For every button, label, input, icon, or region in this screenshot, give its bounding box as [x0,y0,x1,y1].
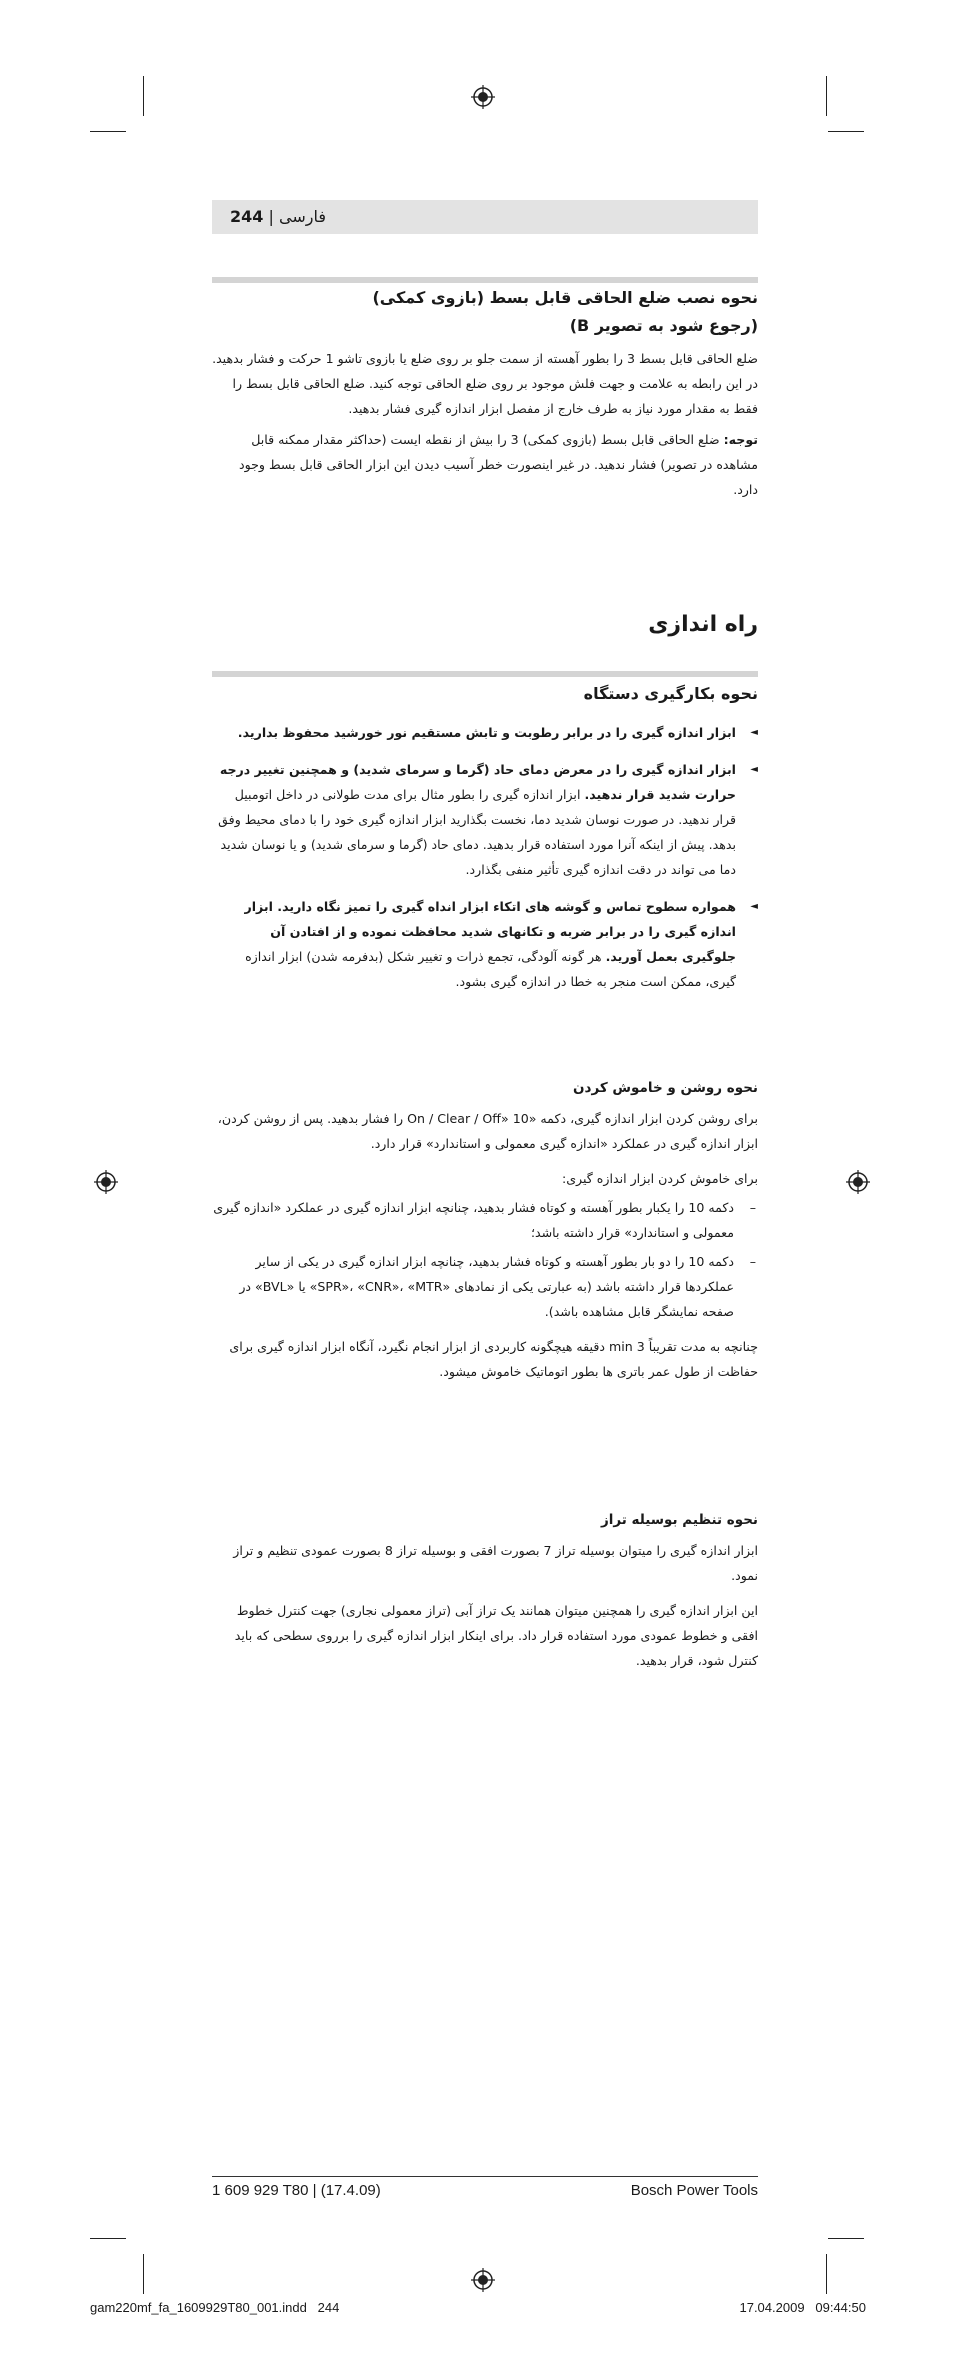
paragraph: این ابزار اندازه گیری را همچنین میتوان همانند یک تراز آبی (تراز معمولی نجاری) جهت کنترل خطوط افقی و خطوط عمودی مورد استفاده قرار داد. برای اینکار ابزار اندازه گیری را برروی سطحی که باید کنترل شود، قرار بدهید. [234,1603,758,1668]
section-rule [212,277,758,283]
section-onoff [212,1080,758,1384]
section-rule [212,671,758,677]
page-header-text [212,200,334,234]
page-header [212,200,758,234]
section-title-ref: (رجوع شود به تصویر B) [569,316,758,335]
page-number: 244 [230,207,264,226]
bullet-item [212,757,758,882]
section-subtitle: نحوه روشن و خاموش کردن [573,1080,758,1096]
bullet-text: ابزار اندازه گیری را بطور مثال برای مدت طولانی در داخل اتومبیل قرار ندهید. در صورت نوسان شدید دما، نخست بگذارید ابزار اندازه گیری خود را با دمای محیط وفق بدهد. پیش از اینکه آنرا مورد استفاده قرار بدهید. دمای حاد (گرما و سرمای شدید) و یا نوسان شدید دما می تواند در دقت اندازه گیری تأثیر منفی بگذارد. [218,787,736,877]
crop-mark [826,2254,827,2294]
footer-brand: Bosch Power Tools [630,2182,758,2199]
section-startup [212,612,758,637]
footer-doc-number: 1 609 929 T80 | (17.4.09) [212,2182,381,2199]
note-label: توجه: [723,432,758,447]
bullet-text: هر گونه آلودگی، تجمع ذرات و تغییر شکل (بدفرمه شدن) ابزار اندازه گیری، ممکن است منجر به خطا در اندازه گیری بشود. [245,949,736,989]
crop-mark [828,2238,864,2239]
slug-timestamp: 17.04.2009 09:44:50 [739,2300,866,2315]
registration-mark-icon [846,1170,870,1194]
slug-filename: gam220mf_fa_1609929T80_001.indd 244 [90,2300,340,2315]
registration-mark-icon [471,85,495,109]
paragraph: ابزار اندازه گیری را میتوان بوسیله تراز 7 بصورت افقی و بوسیله تراز 8 بصورت عمودی تنظیم و تراز نمود. [233,1543,758,1583]
bullet-bold: ابزار اندازه گیری را در معرض دمای حاد (گرما و سرمای شدید) و همچنین تغییر درجه حرارت شدید قرار ندهید. [219,762,736,802]
section-subtitle: نحوه تنظیم بوسیله تراز [600,1512,758,1528]
crop-mark [826,76,827,116]
bullet-bold: همواره سطوح تماس و گوشه های اتکاء ابزار انداه گیری را تمیز نگاه دارید. ابزار اندازه گیری را در برابر ضربه و تکانهای شدید محافظت نموده و از افتادن آن جلوگیری بعمل آورید. [244,899,736,964]
bullet-text: ابزار اندازه گیری را در برابر رطوبت و تابش مستقیم نور خورشید محفوظ بدارید. [237,725,736,740]
paragraph: برای خاموش کردن ابزار اندازه گیری: [561,1171,758,1186]
footer-rule [212,2176,758,2177]
section-title: نحوه نصب ضلع الحاقی قابل بسط (بازوی کمکی) [372,288,758,307]
dash-item: – دکمه 10 را دو بار بطور آهسته و کوتاه فشار بدهید، چنانچه ابزار اندازه گیری در یکی از سایر عملکردها قرار داشته باشد (به عبارتی یکی از نمادهای «SPR»، «CNR»، «MTR» یا «BVL» در صفحه نمایشگر قابل مشاهده باشد). [212,1249,758,1324]
paragraph: چنانچه به مدت تقریباً 3 min دقیقه هیچگونه کاربردی از ابزار انجام نگیرد، آنگاه ابزار اندازه گیری برای حفاظت از طول عمر باتری ها بطور اتوماتیک خاموش میشود. [229,1339,758,1379]
header-separator: | [268,207,274,226]
crop-mark [90,131,126,132]
section-mount [212,284,758,502]
crop-mark [143,76,144,116]
chapter-title: راه اندازی [648,612,758,637]
note-paragraph [212,427,758,502]
registration-mark-icon [471,2268,495,2292]
crop-mark [90,2238,126,2239]
registration-mark-icon [94,1170,118,1194]
bullet-item [212,720,758,745]
paragraph: ضلع الحاقی قابل بسط 3 را بطور آهسته از سمت جلو بر روی ضلع یا بازوی تاشو 1 حرکت و فشار بدهید. در این رابطه به علامت و جهت فلش موجود بر روی ضلع الحاقی توجه کنید. ضلع الحاقی قابل بسط را فقط به مقدار مورد نیاز به طرف خارج از مفصل ابزار اندازه گیری فشار بدهید. [212,351,758,416]
crop-mark [143,2254,144,2294]
dash-item: – دکمه 10 را یکبار بطور آهسته و کوتاه فشار بدهید، چنانچه ابزار اندازه گیری در عملکرد «اندازه گیری معمولی و استاندارد» قرار داشته باشد؛ [212,1195,758,1245]
section-startup-body [212,680,758,994]
crop-mark [828,131,864,132]
section-level [212,1512,758,1673]
note-text: ضلع الحاقی قابل بسط (بازوی کمکی) 3 را بیش از نقطه ایست (حداکثر مقدار ممکنه قابل مشاهده در تصویر) فشار ندهید. در غیر اینصورت خطر آسیب دیدن این ابزار الحاقی قابل بسط وجود دارد. [238,432,758,497]
header-language: فارسی [278,207,326,226]
paragraph: برای روشن کردن ابزار اندازه گیری، دکمه «On / Clear / Off» 10 را فشار بدهید. پس از روشن کردن، ابزار اندازه گیری در عملکرد «اندازه گیری معمولی و استاندارد» قرار دارد. [217,1111,758,1151]
bullet-item [212,894,758,994]
section-subtitle: نحوه بکارگیری دستگاه [583,684,758,703]
